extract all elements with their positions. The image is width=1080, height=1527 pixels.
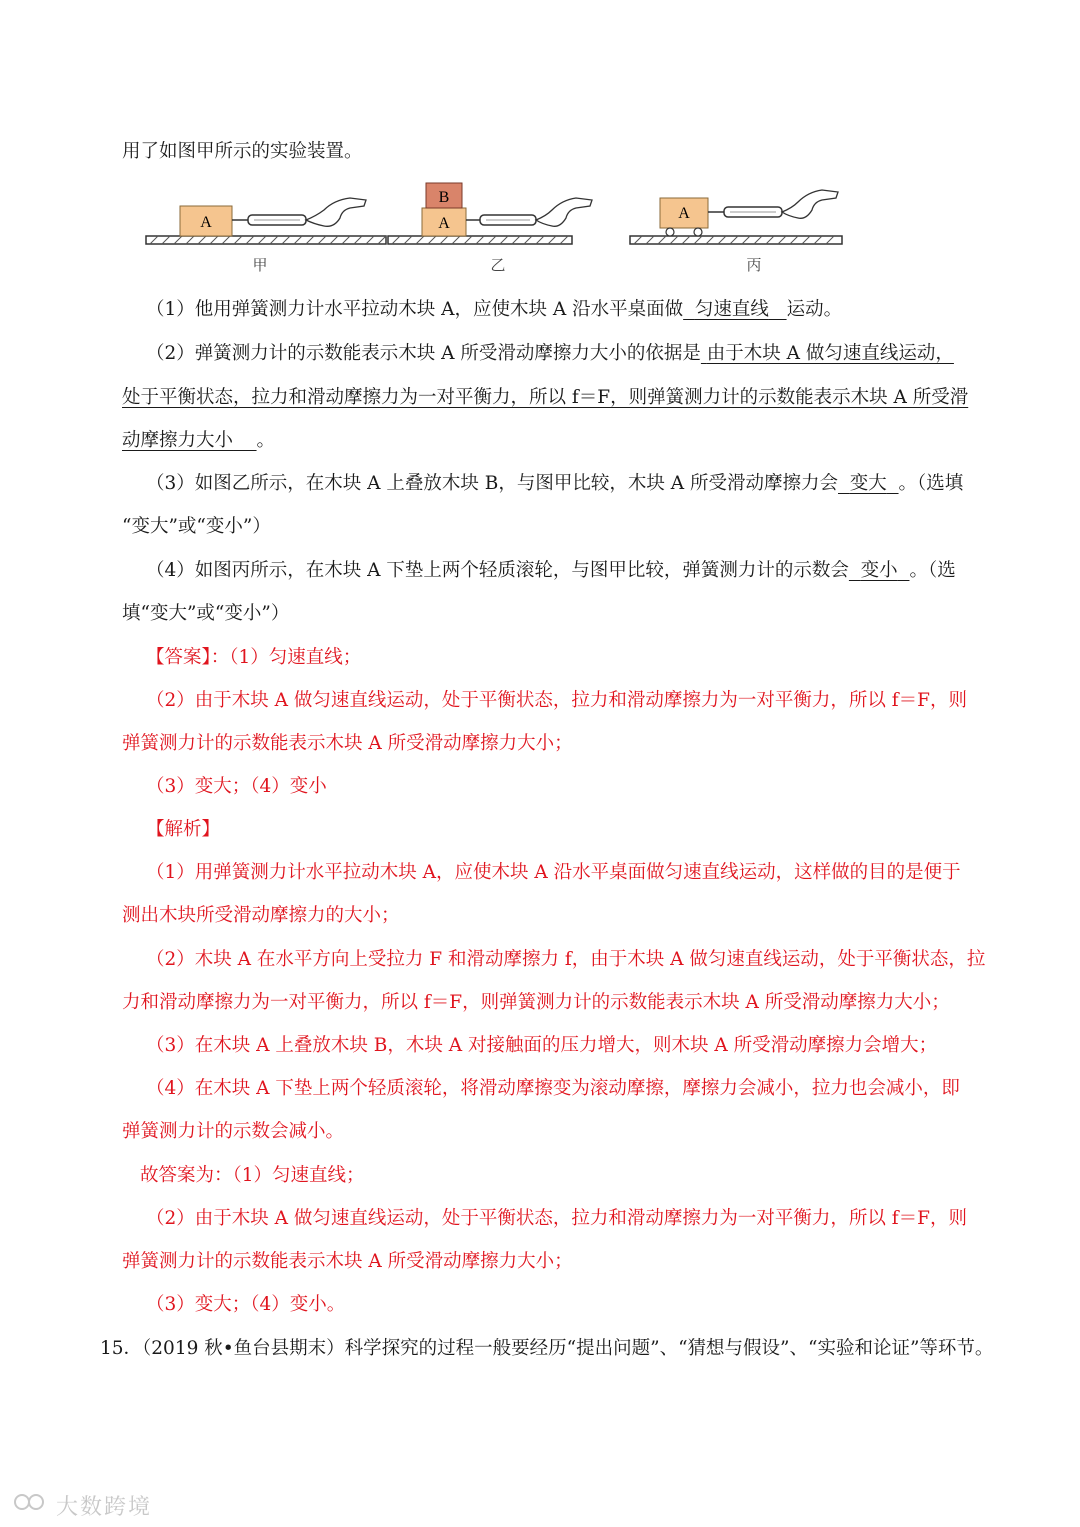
panel-jia — [146, 198, 386, 274]
experiment-figure — [140, 178, 860, 278]
watermark-text: 大数跨境 — [56, 1495, 153, 1520]
answer-blank-4: 变小 — [860, 560, 898, 581]
watermark-logo-icon — [12, 1488, 52, 1516]
svg-text:A: A — [438, 215, 450, 232]
hand-icon — [782, 190, 838, 218]
panel-bing — [630, 190, 842, 274]
answer-line3: 弹簧测力计的示数能表示木块 A 所受滑动摩擦力大小； — [122, 733, 573, 754]
question-4-line1: （4）如图丙所示，在木块 A 下垫上两个轻质滚轮，与图甲比较，弹簧测力计的示数会 变小 。（选 — [146, 558, 956, 584]
roller — [666, 228, 674, 236]
analysis-c2a: （2）由于木块 A 做匀速直线运动，处于平衡状态，拉力和滑动摩擦力为一对平衡力，所以 f＝F，则 — [146, 1208, 967, 1229]
analysis-label: 【解析】 — [146, 819, 221, 840]
block-a-label: A — [200, 214, 212, 231]
answer-line4: （3）变大；（4）变小 — [146, 776, 327, 797]
svg-text:B: B — [438, 189, 450, 206]
question-4-line2: 填“变大”或“变小”） — [122, 603, 290, 624]
caption-jia: 甲 — [252, 256, 268, 274]
question-2-line1: （2）弹簧测力计的示数能表示木块 A 所受滑动摩擦力大小的依据是 由于木块 A 做匀速直线运动， — [146, 343, 954, 364]
answer-label: 【答案】：（1）匀速直线； — [146, 647, 362, 668]
analysis-conclusion: 故答案为：（1）匀速直线； — [140, 1165, 365, 1186]
analysis-p3: （3）在木块 A 上叠放木块 B，木块 A 对接触面的压力增大，则木块 A 所受滑动摩擦力会增大； — [146, 1035, 938, 1056]
analysis-c3: （3）变大；（4）变小。 — [146, 1294, 346, 1315]
question-3-line1: （3）如图乙所示，在木块 A 上叠放木块 B，与图甲比较，木块 A 所受滑动摩擦力会 变大 。（选填 — [146, 471, 963, 497]
analysis-p4a: （4）在木块 A 下垫上两个轻质滚轮，将滑动摩擦变为滚动摩擦，摩擦力会减小，拉力也会减小，即 — [146, 1078, 960, 1099]
hand-icon — [306, 198, 366, 226]
svg-text:A: A — [678, 205, 690, 222]
analysis-p1b: 测出木块所受滑动摩擦力的大小； — [122, 905, 400, 926]
answer-line2: （2）由于木块 A 做匀速直线运动，处于平衡状态，拉力和滑动摩擦力为一对平衡力，所以 f＝F，则 — [146, 690, 967, 711]
analysis-p2a: （2）木块 A 在水平方向上受拉力 F 和滑动摩擦力 f，由于木块 A 做匀速直线运动，处于平衡状态，拉 — [146, 949, 986, 970]
answer-blank-3: 变大 — [849, 473, 887, 494]
intro-text: 用了如图甲所示的实验装置。 — [122, 141, 363, 162]
answer-blank-1: 匀速直线 — [694, 299, 769, 320]
caption-bing: 丙 — [746, 256, 762, 274]
question-2-line2: 处于平衡状态，拉力和滑动摩擦力为一对平衡力，所以 f＝F，则弹簧测力计的示数能表示木块 A 所受滑 — [122, 387, 969, 408]
analysis-p2b: 力和滑动摩擦力为一对平衡力，所以 f＝F，则弹簧测力计的示数能表示木块 A 所受滑动摩擦力大小； — [122, 992, 950, 1013]
panel-yi — [388, 183, 592, 274]
hand-icon — [536, 198, 592, 226]
question-1: （1）他用弹簧测力计水平拉动木块 A，应使木块 A 沿水平桌面做 匀速直线 运动。 — [146, 297, 842, 323]
next-question: 15．（2019 秋•鱼台县期末）科学探究的过程一般要经历“提出问题”、“猜想与假设”、“实验和论证”等环节。 — [100, 1338, 994, 1359]
question-2-line3: 动摩擦力大小 。 — [122, 430, 276, 451]
answer-blank-2: 由于木块 A 做匀速直线运动， — [706, 343, 954, 364]
analysis-c2b: 弹簧测力计的示数能表示木块 A 所受滑动摩擦力大小； — [122, 1251, 573, 1272]
analysis-p4b: 弹簧测力计的示数会减小。 — [122, 1121, 345, 1142]
roller — [694, 228, 702, 236]
caption-yi: 乙 — [490, 256, 506, 274]
question-3-line2: “变大”或“变小”） — [122, 516, 271, 537]
analysis-p1a: （1）用弹簧测力计水平拉动木块 A，应使木块 A 沿水平桌面做匀速直线运动，这样做的目的是便于 — [146, 862, 961, 883]
